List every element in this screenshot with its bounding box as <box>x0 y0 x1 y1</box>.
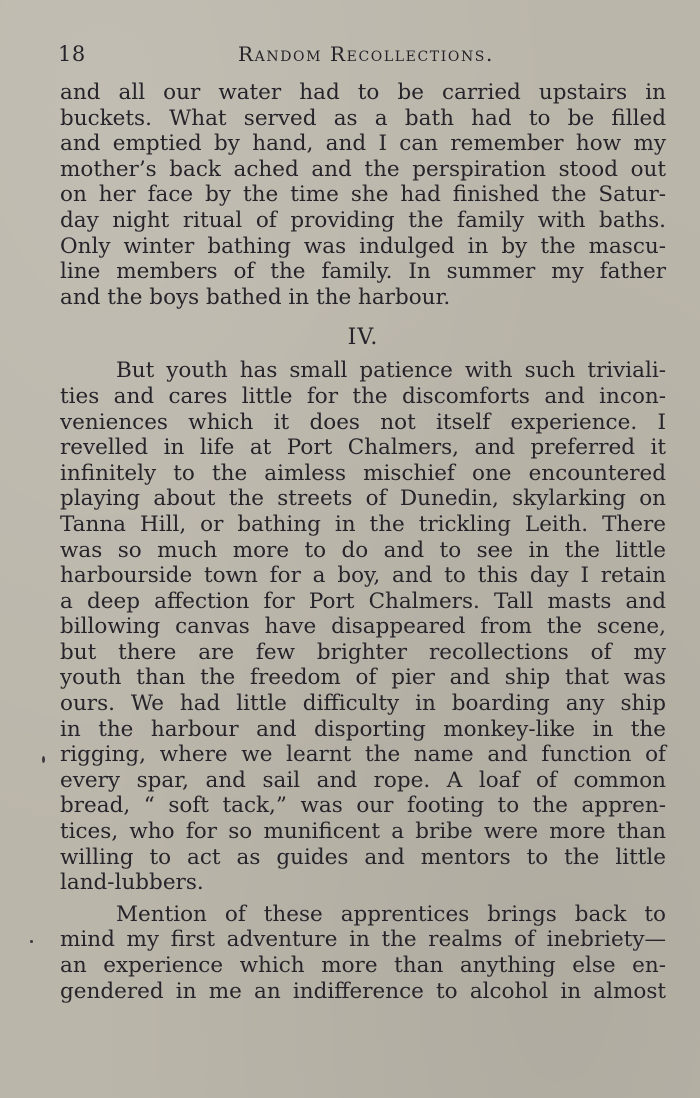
section-heading: IV. <box>347 325 379 351</box>
text-line: mind my first adventure in the realms of inebriety— <box>60 927 666 953</box>
text-line: revelled in life at Port Chalmers, and preferred it <box>60 435 666 461</box>
text-line: rigging, where we learnt the name and function of <box>60 742 666 768</box>
text-line: an experience which more than anything else en- <box>60 953 666 978</box>
text-line: Tanna Hill, or bathing in the trickling Leith. There <box>60 511 666 537</box>
text-line: bread, “ soft tack,” was our footing to the appren- <box>60 793 666 819</box>
paragraph-2 <box>60 358 666 895</box>
running-head: Random Recollections. <box>238 42 494 66</box>
text-line: billowing canvas have disappeared from the scene, <box>60 614 666 640</box>
text-line: Mention of these apprentices brings back to <box>116 901 666 927</box>
text-line: veniences which it does not itself experience. I <box>60 409 666 435</box>
text-line: a deep affection for Port Chalmers. Tall masts and <box>60 588 666 614</box>
text-line: land-lubbers. <box>60 870 204 896</box>
text-line: But youth has small patience with such triviali- <box>116 358 666 384</box>
page-number: 18 <box>58 42 86 66</box>
paper-speck <box>42 756 45 763</box>
paragraph-1 <box>60 80 666 310</box>
page-header <box>58 42 666 68</box>
text-line: harbourside town for a boy, and to this day I retain <box>60 563 666 589</box>
text-line: and emptied by hand, and I can remember how my <box>60 131 666 157</box>
text-line: tices, who for so munificent a bribe were more than <box>60 819 666 845</box>
text-line: youth than the freedom of pier and ship that was <box>60 665 666 691</box>
text-line: buckets. What served as a bath had to be filled <box>60 105 666 131</box>
text-line: day night ritual of providing the family with baths. <box>60 207 666 233</box>
text-line: gendered in me an indifference to alcohol in almost <box>60 978 666 1004</box>
text-line: Only winter bathing was indulged in by the mascu- <box>60 233 666 259</box>
body-text <box>60 80 666 1004</box>
text-line: but there are few brighter recollections of my <box>60 639 666 665</box>
paragraph-3 <box>60 902 666 1004</box>
text-line: every spar, and sail and rope. A loaf of common <box>60 767 666 793</box>
text-line: was so much more to do and to see in the little <box>60 537 666 563</box>
text-line: in the harbour and disporting monkey-like in the <box>60 716 666 742</box>
text-line: line members of the family. In summer my father <box>60 259 666 285</box>
text-line: mother’s back ached and the perspiration stood out <box>60 156 666 182</box>
text-line: ties and cares little for the discomforts and incon- <box>60 383 666 409</box>
text-line: infinitely to the aimless mischief one encountered <box>60 460 666 486</box>
text-line: and the boys bathed in the harbour. <box>60 284 451 310</box>
text-line: and all our water had to be carried upstairs in <box>60 80 666 105</box>
text-line: on her face by the time she had finished the Satur- <box>60 182 666 208</box>
text-line: willing to act as guides and mentors to the little <box>60 844 666 870</box>
text-line: ours. We had little difficulty in boarding any ship <box>60 691 666 717</box>
paper-speck <box>30 940 33 943</box>
text-line: playing about the streets of Dunedin, skylarking on <box>60 486 666 512</box>
